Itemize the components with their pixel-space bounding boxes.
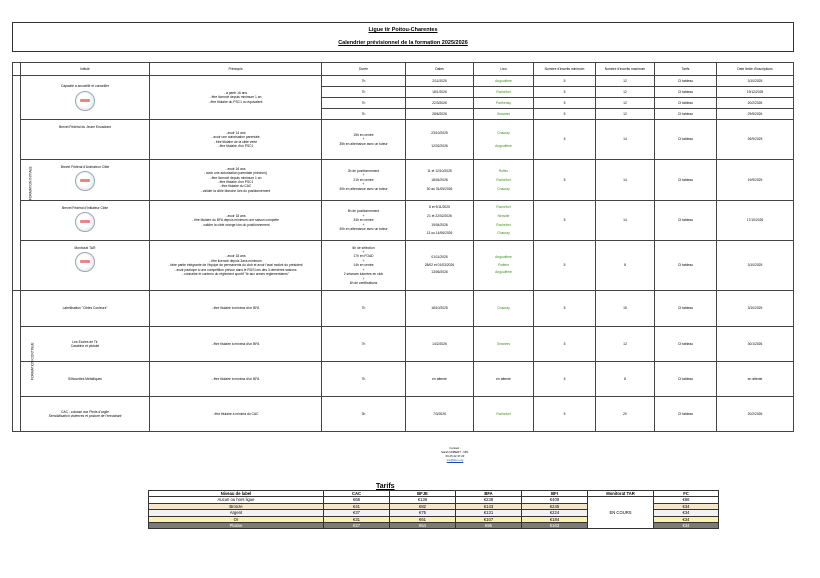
intitule-cell: Labellisation "Cibles Couleurs" — [21, 291, 150, 327]
col-header: Intitulé — [21, 63, 150, 76]
intitule-cell: CAC - colosse aux Pieds d'argile Sensibilisation violences et posture de l'encadrant — [21, 397, 150, 432]
intitule-cell: Monitorat TAR — [21, 241, 150, 291]
table-row: Les Ecoles de Tir Carabine et pistolet - être titulaire à minima d'un BFA 7h 14/2/2026 Smarves 5 12 Cf tableau 30/1/2026 — [13, 327, 794, 362]
table-row: Silhouettes Métalliques - être titulaire à minima d'un BFA 7h en attente en attente 5 8 Cf tableau en attente — [13, 362, 794, 397]
formation-table — [12, 62, 794, 432]
prerequis-cell: - avoir 18 ans - être licencié depuis 3ans minimum - faire partie intégrante de l'équipe de permanents du club et avoir l'aval motivé du président - avoir participé à une compétition prévue dans le RGS lors des 3 dernières saisons - connaitre le contenu du règlement sportif "tir aux armes réglementaires" — [150, 241, 322, 291]
tarifs-row: Bronze €41 €82 €143 €245 €34 — [149, 503, 719, 509]
tarifs-title: Tarifs — [376, 483, 395, 490]
document-subtitle: Calendrier prévisionnel de la formation 2025/2026 — [338, 40, 468, 46]
prerequis-cell: - avoir 18 ans - être titulaire du BFA depuis minimum une saison complète - valider la cible orange lors du positionnement — [150, 201, 322, 241]
tarifs-row: Aucun ou hors ligue €68 €136 €238 €408 EN COURS €68 — [149, 497, 719, 503]
table-row: FORMATION INITIALE Capacité à accueillir et conseiller - à partir 16 ans - être licencié depuis minimum 1 an - être titulaire du PSC1 ou équivalent 7h 2/11/2025 Angoulême 5 12 Cf tableau 3/10/2025 — [13, 76, 794, 87]
tarifs-row: Platine €27 €54 €95 €163 €34 — [149, 523, 719, 529]
prerequis-cell: - à partir 16 ans - être licencié depuis minimum 1 an - être titulaire du PSC1 ou équivalent — [150, 76, 322, 120]
table-row: Brevet Fédéral d'Initiateur Cible - avoir 18 ans - être titulaire du BFA depuis minimum une saison complète - valider la cible orange lors du positionnement 6h de positionnement + 34h en centre + 40h en alternance avec un tuteur 8 et 9/11/2025 21 et 22/02/2026 19/04/2026 13 ou 14/06/2026 Rochefort Neuville Rochefort Chauray 5 14 Cf tableau 17/10/2026 — [13, 201, 794, 241]
table-row: Brevet Fédéral du Jeune Encadrant - avoir 14 ans - avoir une autorisation parentale - être titulaire de la cible verte - être titulaire d'un PSC1 15h en centre + 35h en alternance avec un tuteur 23/10/2025 12/02/2026 Chauray Angoulême 5 14 Cf tableau 26/9/2025 — [13, 120, 794, 160]
intitule-cell: Brevet Fédéral d'Initiateur Cible — [21, 201, 150, 241]
prerequis-cell: - avoir 14 ans - avoir une autorisation parentale - être titulaire de la cible verte - être titulaire d'un PSC1 — [150, 120, 322, 160]
table-header-row — [13, 63, 794, 76]
tarifs-table — [148, 490, 719, 529]
tarifs-row: Or €31 €61 €107 €184 €34 — [149, 516, 719, 522]
col-header: Durée — [322, 63, 406, 76]
intitule-cell: Brevet Fédéral du Jeune Encadrant — [21, 120, 150, 160]
section-label-initiale: FORMATION INITIALE — [13, 76, 21, 291]
table-row: 7h 18/1/2026 Rochefort 5 12 Cf tableau 19/12/2025 — [13, 87, 794, 98]
intitule-cell: Brevet Fédéral d'Animateur Cible — [21, 160, 150, 201]
table-row: Brevet Fédéral d'Animateur Cible - avoir 16 ans - avoir une autorisation parentale (mineurs) - être licencié depuis minimum 1 an - être titulaire d'un PSC1 - être titulaire du CAC - valider la cible blanche lors du positionnement 3h de positionnement + 21h en centre + 40h en alternance avec un tuteur 11 et 12/10/2025 18/04/2026 30 au 31/05/2026 Ruffec Rochefort Chauray 5 14 Cf tableau 19/9/2025 — [13, 160, 794, 201]
col-header: Prérequis — [150, 63, 322, 76]
title-box — [12, 22, 794, 52]
logo-icon — [75, 212, 95, 232]
tarifs-row: Argent €37 €75 €131 €224 €34 — [149, 510, 719, 516]
tarifs-header-row: Niveau de label CAC BFJE BFA BFI Monitorat TAR FC — [149, 491, 719, 497]
table-row: CAC - colosse aux Pieds d'argile Sensibilisation violences et posture de l'encadrant - être titulaire à minima du CAC 3h 7/3/2026 Rochefort 5 20 Cf tableau 20/2/2026 — [13, 397, 794, 432]
contact-email-link[interactable]: snr@lirpc.org — [446, 457, 464, 462]
intitule-cell: Les Ecoles de Tir Carabine et pistolet — [21, 327, 150, 362]
logo-icon — [75, 171, 95, 191]
intitule-cell: Silhouettes Métalliques — [21, 362, 150, 397]
intitule-cell: Capacité à accueillir et conseiller — [21, 76, 150, 120]
col-header: Date limite d'inscriptions — [717, 63, 794, 76]
prerequis-cell: - avoir 16 ans - avoir une autorisation parentale (mineurs) - être licencié depuis minimum 1 an - être titulaire d'un PSC1 - être titulaire du CAC - valider la cible blanche lors du positionnement — [150, 160, 322, 201]
document-title: Ligue tir Poitou-Charentes — [368, 27, 438, 33]
col-header: Dates — [406, 63, 474, 76]
col-header: Lieu — [474, 63, 534, 76]
col-header: Nombre d'inscrits minimum — [534, 63, 596, 76]
table-row: FORMATION CONTINUE Labellisation "Cibles Couleurs" - être titulaire à minima d'un BFA 7h 18/10/2025 Chauray 5 15 Cf tableau 3/10/2025 — [13, 291, 794, 327]
section-label-continue: FORMATION CONTINUE — [13, 291, 21, 432]
table-row: 7h 22/3/2026 Parthenay 5 12 Cf tableau 20/2/2026 — [13, 98, 794, 109]
monitorat-tarif-cell: EN COURS — [588, 497, 654, 529]
col-header: Nombre d'inscrits maximum — [596, 63, 655, 76]
col-header: Tarifs — [655, 63, 717, 76]
logo-icon — [75, 252, 95, 272]
contact-block: Contact : Sarah NOBERT - NPL 06.25.42.37.23 snr@lirpc.org — [430, 447, 480, 463]
table-row: Monitorat TAR - avoir 18 ans - être licencié depuis 3ans minimum - faire partie intégrante de l'équipe de permanents du club et avoir l'aval motivé du président - avoir participé à une compétition prévue dans le RGS lors des 3 dernières saisons - connaitre le contenu du règlement sportif "tir aux armes réglementaires" 6h de sélection + 17h en FOAD + 14h en centre + 2 séances tutorées en club + 6h de certifications 01/11/2025 28/02 et 01/03/2026 13/06/2026 Angoulême Poitiers Angoulême 5 8 Cf tableau 3/10/2025 — [13, 241, 794, 291]
logo-icon — [75, 91, 95, 111]
table-row: 7h 28/6/2026 Smarves 5 12 Cf tableau 29/5/2026 — [13, 109, 794, 120]
